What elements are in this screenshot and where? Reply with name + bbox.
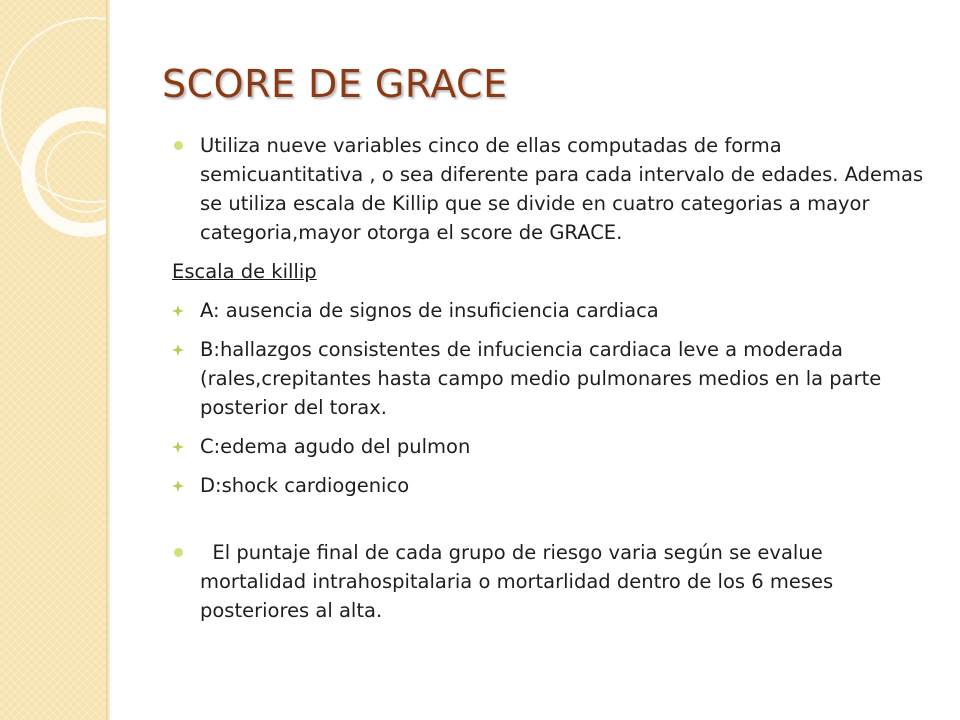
slide-content [172,131,932,635]
intro-paragraph [172,131,932,247]
killip-item-c [172,432,932,461]
killip-item-label: B:hallazgos consistentes de infuciencia cardiaca leve a moderada (rales,crepitantes hasta campo medio pulmonares medios en la parte posterior del torax. [200,338,882,419]
band-edge [106,0,110,720]
decorative-rings [0,0,106,720]
killip-item-label: C:edema agudo del pulmon [200,435,471,458]
bullet-dot-icon [174,548,183,557]
closing-text: El puntaje final de cada grupo de riesgo varia según se evalue mortalidad intrahospitalaria o mortarlidad dentro de los 6 meses posteriores al alta. [200,541,840,622]
intro-text: Utiliza nueve variables cinco de ellas computadas de forma semicuantitativa , o sea diferente para cada intervalo de edades. Ademas se utiliza escala de Killip que se divide en cuatro categorias a mayor categoria,mayor otorga el score de GRACE. [200,134,924,244]
diamond-bullet-icon [172,441,184,453]
killip-item-b [172,335,932,422]
slide-title: SCORE DE GRACE [162,62,508,106]
killip-heading: Escala de killip [172,260,317,283]
diamond-bullet-icon [172,344,184,356]
killip-item-a [172,296,932,325]
killip-item-label: D:shock cardiogenico [200,474,410,497]
killip-item-d [172,471,932,500]
bullet-dot-icon [174,141,183,150]
killip-item-label: A: ausencia de signos de insuficiencia cardiaca [200,299,659,322]
spacer [172,510,932,538]
closing-paragraph [172,538,932,625]
diamond-bullet-icon [172,305,184,317]
decorative-side-band [0,0,106,720]
diamond-bullet-icon [172,480,184,492]
